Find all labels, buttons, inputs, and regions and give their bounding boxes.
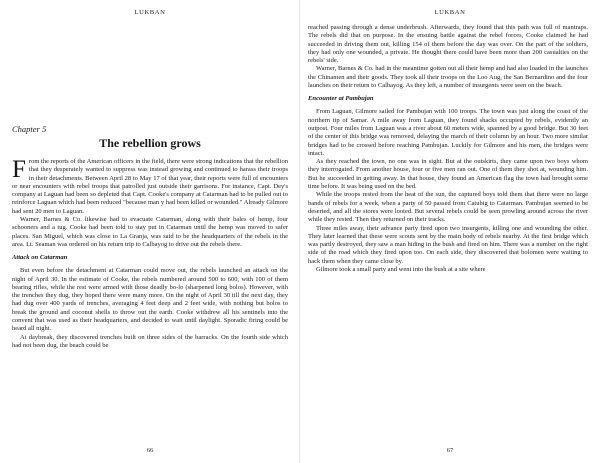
section-subhead: Attack on Catarman [12, 254, 68, 262]
paragraph: Three miles away, their advance party fired upon two insurgents, killing one and wounding the other. They later learned that these were scouts sent by the main body of rebels nearby. At the first bridge which was partly destroyed, they saw a man hiding in the bush and fired on him. There was a number on the right side of the road which they fired upon too. On each side, they discovered that bolomen were waiting to hack them when they came close by. [308, 224, 588, 265]
opening-paragraph [12, 158, 288, 216]
running-header: LUKBAN [134, 9, 166, 16]
section-subhead: Encounter at Pambujan [308, 95, 374, 103]
right-page [300, 0, 600, 463]
chapter-title: The rebellion grows [99, 136, 201, 150]
page-number: 66 [146, 447, 154, 454]
page-number: 67 [446, 447, 454, 454]
paragraph: Warner, Barnes & Co. had in the meantime gotten out all their hemp and had also loaded in the launches the Chinamen and their goods. They took all their troops on the Loo Aug, the San Bernardino and the four launches on their return to Calbayog. As they left, a number of insurgents were seen on the beach. [308, 65, 588, 90]
left-body [12, 158, 288, 350]
chapter-label: Chapter 5 [12, 124, 47, 134]
right-body [308, 24, 588, 274]
paragraph: Warner, Barnes & Co. likewise had to evacuate Catarman, along with their bales of hemp, four schooners and a tug. Cooke had been told to stay put in Catarman until the hemp was moved to safer places. San Miguel, which was close to La Granja, was said to be the headquarters of the rebels in the area. Lt. Seaman was ordered on his return trip to Calbayog to drive out the rebels there. [12, 216, 288, 248]
paragraph: reached passing through a dense underbrush. Afterwards, they found that this path was full of mantraps. The rebels did that on purpose. In the ensuing battle against the rebel forces, Cooke claimed he had succeeded in driving them out, killing 154 of them before the day was over. On the part of the soldiers, they had only one wounded, a private. He thought there could have been more than 200 casualties on the rebels' side. [308, 24, 588, 65]
paragraph: From Laguan, Gilmore sailed for Pambujan with 100 troops. The town was just along the coast of the northern tip of Samar. A mile away from Laguan, they found shacks occupied by rebels, evidently an outpost. Four miles from Laguan was a river about 60 meters wide, spanned by a good bridge. But 30 feet of the center of this bridge was removed, delaying the march of their column by an hour. Two more similar bridges had to be crossed before reaching Pambujan. Luckily for Gilmore and his men, the bridges were intact. [308, 108, 588, 157]
paragraph: But even before the detachment at Catarman could move out, the rebels launched an attack on the night of April 30. In the estimate of Cooke, the rebels numbered around 500 to 600, with 100 of them bearing rifles, while the rest were armed with those deadly bo-lo (sharpened long bolos). However, with the trenches they dug, they hoped there were many more. On the night of April 30 till the next day, they had dug over 400 yards of trenches, averaging 4 feet deep and 2 feet wide, with nothing but bolos to break the ground and coconut shells to throw out the earth. Cooke withdrew all his sentinels into the convent that was used as their headquarters, and decided to wait until daylight. Sporadic firing could be heard all night. [12, 267, 288, 333]
drop-cap: F [12, 156, 26, 183]
paragraph: As they reached the town, no one was in sight. But at the outskirts, they came upon two boys whom they interrogated. From another house, four or five men ran out. One of them they shot at, wounding him. But he succeeded in getting away. In that house, they found an American flag the town had brought some time before. It was being used on the bed. [308, 158, 588, 191]
running-header: LUKBAN [434, 9, 466, 16]
paragraph: While the troops rested from the heat of the sun, the captured boys told them that there were no large bands of rebels for a week, when a party of 50 passed from Catubig to Catarman. Pambujan seemed to be deserted, and all the stores were looted. But several rebels could be seen prowling around across the river while they rested. Then they returned on their tracks. [308, 191, 588, 224]
paragraph: Gilmore took a small party and went into the bush at a site where [316, 266, 486, 274]
paragraph: At daybreak, they discovered trenches built on three sides of the barracks. On the fourth side which had not been dug, the beach could be [12, 333, 288, 349]
opening-text: rom the reports of the American officers in the field, there were strong indications that the rebellion that they desperately wanted to suppress was instead growing and continued to harass their troops in their detachments. Between April 28 to May 17 of that year, their reports were full of encounters or near encounters with rebel troops that patrolled just outside their garrisons. For instance, Capt. Dey's company at Laguan had been so depleted that Capt. Cooke's company at Catarman had to be pulled out to reinforce Laguan which had been reduced "because man y had been killed or wounded." Already Gilmore had sent 20 men to Laguan. [12, 158, 288, 215]
